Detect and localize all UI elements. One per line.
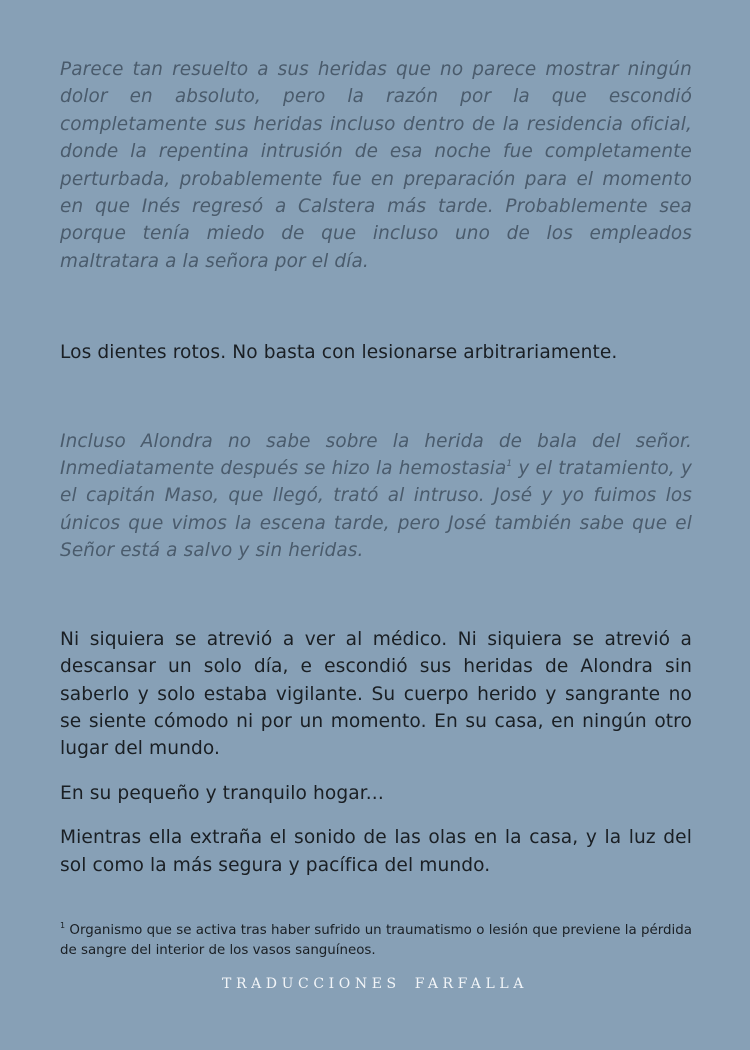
footnote <box>60 921 692 960</box>
italic-paragraph-3 <box>60 428 692 565</box>
footnote-reference[interactable]: 1 <box>506 459 513 470</box>
body-paragraph-6: Mientras ella extraña el sonido de las olas en la casa, y la luz del sol como la más segura y pacífica del mundo. <box>60 827 692 876</box>
document-body <box>60 56 692 879</box>
credit-word-2: FARFALLA <box>414 976 528 992</box>
paragraph-3-text-after-note: y el tratamiento, y el capitán Maso, que llegó, trató al intruso. José y yo fuimos los únicos que vimos la escena tarde, pero José también sabe que el Señor está a salvo y sin heridas. <box>60 458 692 562</box>
footnote-marker: 1 <box>60 921 66 930</box>
paragraph-3-text-before-note: Incluso Alondra no sabe sobre la herida de bala del señor. Inmediatamente después se hizo la hemostasia <box>60 430 692 480</box>
body-paragraph-2: Los dientes rotos. No basta con lesionarse arbitrariamente. <box>60 342 618 364</box>
italic-paragraph-1: Parece tan resuelto a sus heridas que no parece mostrar ningún dolor en absoluto, pero la razón por la que escondió completamente sus heridas incluso dentro de la residencia oficial, donde la repentina intrusión de esa noche fue completamente perturbada, probablemente fue en preparación para el momento en que Inés regresó a Calstera más tarde. Probablemente sea porque tenía miedo de que incluso uno de los empleados maltratara a la señora por el día. <box>60 59 692 272</box>
body-paragraph-4: Ni siquiera se atrevió a ver al médico. Ni siquiera se atrevió a descansar un solo día, e escondió sus heridas de Alondra sin saberlo y solo estaba vigilante. Su cuerpo herido y sangrante no se siente cómodo ni por un momento. En su casa, en ningún otro lugar del mundo. <box>60 628 692 760</box>
body-paragraph-5: En su pequeño y tranquilo hogar... <box>60 782 384 804</box>
credit-word-1: TRADUCCIONES <box>222 976 401 992</box>
translator-credit <box>0 976 750 992</box>
footnote-text: Organismo que se activa tras haber sufrido un traumatismo o lesión que previene la pérdida de sangre del interior de los vasos sanguíneos. <box>60 923 692 958</box>
